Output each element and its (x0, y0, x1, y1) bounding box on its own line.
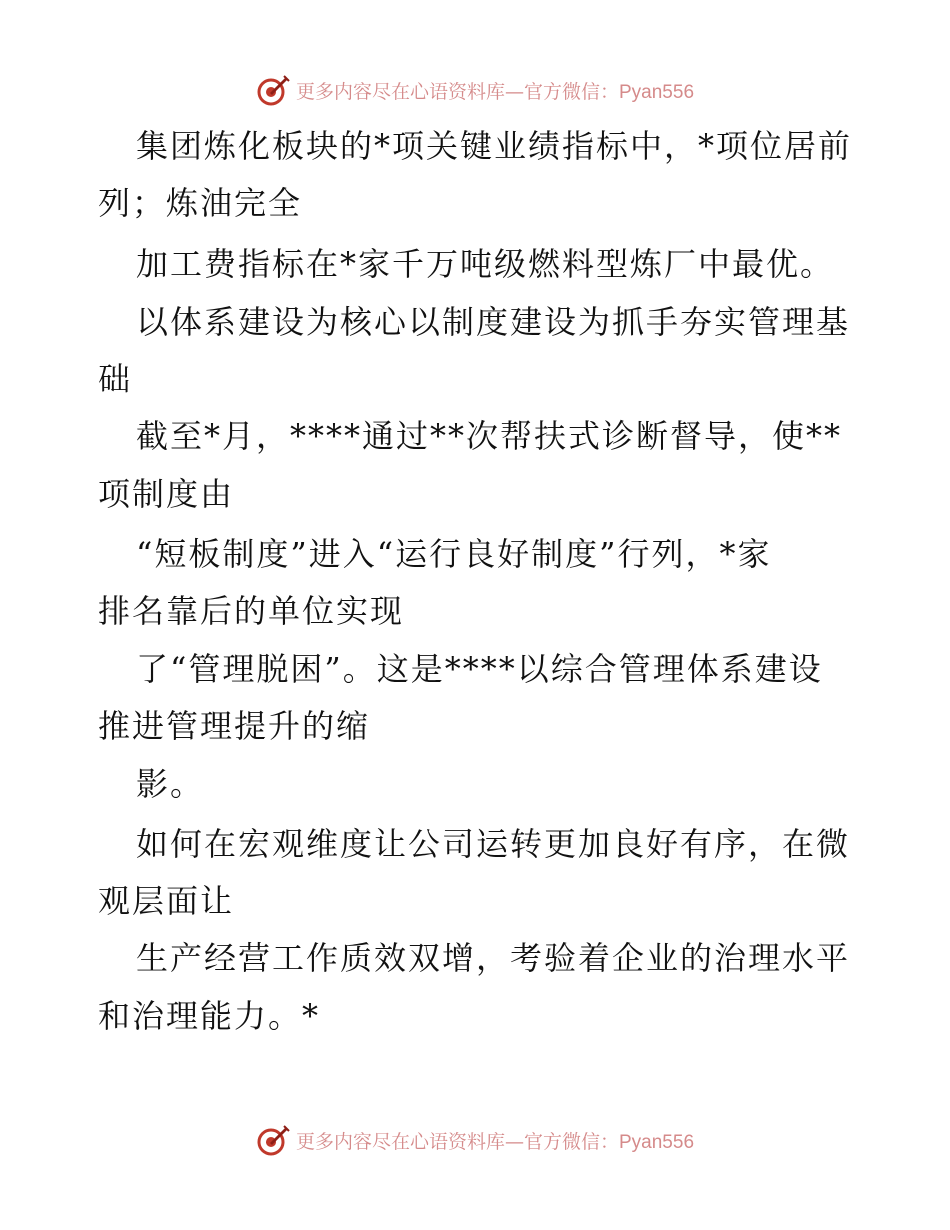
watermark-footer (0, 1120, 950, 1160)
watermark-wechat-id: Pyan556 (619, 1131, 695, 1153)
text-line: 了“管理脱困”。这是****以综合管理体系建设 (136, 650, 823, 688)
text-line: 生产经营工作质效双增，考验着企业的治理水平 (136, 939, 851, 977)
text-line: 础 (98, 360, 133, 398)
text-line: 项制度由 (98, 475, 235, 513)
pen-logo-icon (256, 1123, 290, 1157)
text-line: 排名靠后的单位实现 (98, 592, 405, 630)
watermark-prefix: 更多内容尽在心语资料库 (295, 80, 505, 103)
watermark-prefix: 更多内容尽在心语资料库 (295, 1130, 505, 1153)
text-line: 推进管理提升的缩 (98, 707, 371, 745)
text-line: 截至*月，****通过**次帮扶式诊断督导，使** (136, 417, 843, 455)
watermark-header (0, 70, 950, 110)
text-line: 影。 (136, 765, 205, 803)
text-line: 以体系建设为核心以制度建设为抓手夯实管理基 (136, 303, 851, 341)
text-line: 和治理能力。* (98, 997, 321, 1035)
text-line: 如何在宏观维度让公司运转更加良好有序，在微 (136, 825, 851, 863)
watermark-wechat-label: 官方微信： (523, 1130, 619, 1153)
watermark-wechat-label: 官方微信： (523, 80, 619, 103)
text-line: 集团炼化板块的*项关键业绩指标中，*项位居前 (136, 127, 853, 165)
watermark-text (296, 1127, 694, 1154)
watermark-dash: — (504, 1130, 524, 1153)
watermark-dash: — (504, 80, 524, 103)
text-line: “短板制度”进入“运行良好制度”行列，*家 (136, 535, 772, 573)
text-line: 加工费指标在*家千万吨级燃料型炼厂中最优。 (136, 245, 835, 283)
text-line: 列；炼油完全 (98, 184, 303, 222)
pen-logo-icon (256, 73, 290, 107)
text-line: 观层面让 (98, 882, 235, 920)
watermark-wechat-id: Pyan556 (619, 81, 695, 103)
watermark-text (296, 77, 694, 104)
